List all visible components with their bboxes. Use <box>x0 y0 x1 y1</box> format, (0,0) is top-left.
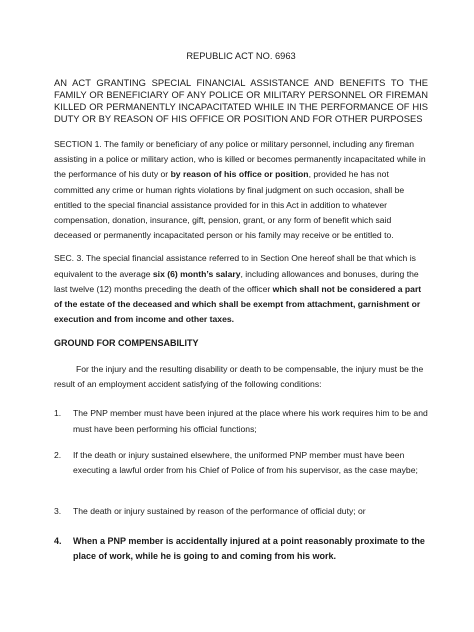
document-title: REPUBLIC ACT NO. 6963 <box>186 51 296 61</box>
condition-number: 4. <box>54 536 62 547</box>
section-1-text-a: SECTION 1. The family or beneficiary of any police or military personnel, including any fireman assisting in a police or military action, who is killed or becomes permanently incapacitated while in the performance of his duty or <box>54 139 426 180</box>
section-3-paragraph <box>54 251 428 327</box>
condition-item <box>54 406 428 436</box>
condition-text: If the death or injury sustained elsewhere, the uniformed PNP member must have been executing a lawful order from his Chief of Police of from his supervisor, as the case maybe; <box>73 449 418 476</box>
compensability-heading: GROUND FOR COMPENSABILITY <box>54 338 199 349</box>
compensability-intro: For the injury and the resulting disability or death to be compensable, the injury must be the result of an employment accident satisfying of the following conditions: <box>54 364 424 390</box>
condition-number: 2. <box>54 449 62 460</box>
section-1-bold-text: by reason of his office or position <box>170 169 309 180</box>
condition-item <box>54 448 428 478</box>
condition-text: When a PNP member is accidentally injured at a point reasonably proximate to the place of work, while he is going to and coming from his work. <box>73 536 425 562</box>
condition-number: 1. <box>54 408 62 419</box>
section-3-bold-exemption: which shall not be considered a part of the estate of the deceased and which shall be exempt from attachment, garnishment or execution and from income and other taxes. <box>54 283 422 325</box>
act-title: AN ACT GRANTING SPECIAL FINANCIAL ASSISTANCE AND BENEFITS TO THE FAMILY OR BENEFICIARY OF ANY POLICE OR MILITARY PERSONNEL OR FIREMAN KILLED OR PERMANENTLY INCAPACITATED WHILE IN THE PERFORMANCE OF HIS DUTY OR BY REASON OF HIS OFFICE OR POSITION AND FOR OTHER PURPOSES <box>54 77 428 124</box>
section-1-text-b: , provided he has not committed any crime or human rights violations by final judgment on such occasion, shall be entitled to the special financial assistance provided for in this Act in addition to whatever compensation, donation, insurance, gift, pension, grant, or any form of benefit which said deceased or permanently incapacitated person or his family may receive or be entitled to. <box>54 169 405 241</box>
section-3-bold-salary: six (6) month’s salary <box>152 268 241 279</box>
condition-text: The PNP member must have been injured at the place where his work requires him to be and must have been performing his official functions; <box>73 408 428 434</box>
section-3-text-b: , including allowances and bonuses, during the last twelve (12) months preceding the death of the officer <box>54 268 419 294</box>
condition-item <box>54 504 428 519</box>
section-3-text-a: SEC. 3. The special financial assistance referred to in Section One hereof shall be that which is equivalent to the average <box>54 253 416 279</box>
condition-text: The death or injury sustained by reason of the performance of official duty; or <box>73 506 366 517</box>
section-1-paragraph <box>54 137 428 243</box>
condition-number: 3. <box>54 506 62 517</box>
document-page <box>54 50 428 575</box>
condition-item <box>54 534 428 564</box>
conditions-list <box>54 406 428 564</box>
